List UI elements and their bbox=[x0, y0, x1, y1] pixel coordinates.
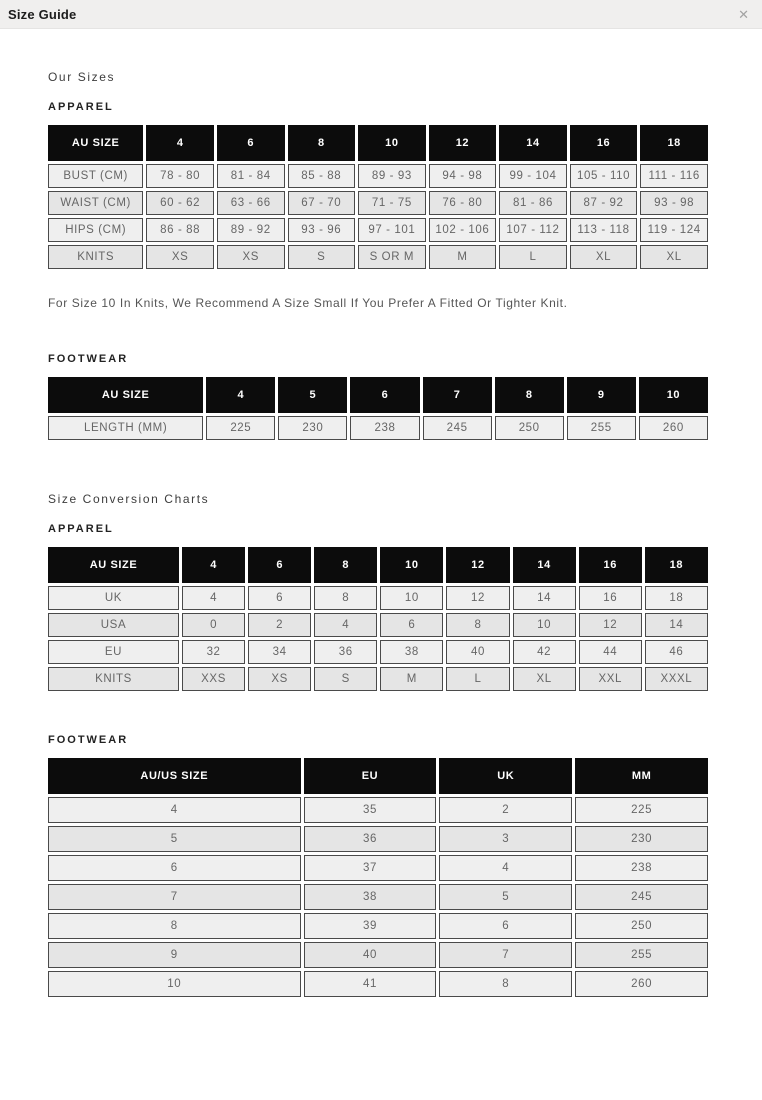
column-header: 8 bbox=[314, 547, 377, 583]
table-cell: 6 bbox=[48, 855, 301, 881]
table-cell: EU bbox=[48, 640, 179, 664]
column-header: 7 bbox=[423, 377, 492, 413]
table-cell: 225 bbox=[575, 797, 708, 823]
table-cell: 245 bbox=[423, 416, 492, 440]
table-cell: 5 bbox=[48, 826, 301, 852]
table-row bbox=[48, 191, 708, 215]
table-cell: 10 bbox=[513, 613, 576, 637]
table-cell: 89 - 93 bbox=[358, 164, 426, 188]
column-header: 10 bbox=[358, 125, 426, 161]
table-cell: 4 bbox=[182, 586, 245, 610]
table-cell: 14 bbox=[645, 613, 708, 637]
table-cell: 71 - 75 bbox=[358, 191, 426, 215]
table-cell: 41 bbox=[304, 971, 437, 997]
table-cell: 3 bbox=[439, 826, 572, 852]
table-header-row bbox=[48, 377, 708, 413]
table-cell: LENGTH (MM) bbox=[48, 416, 203, 440]
table-cell: 40 bbox=[446, 640, 509, 664]
table-cell: XXL bbox=[579, 667, 642, 691]
table-row bbox=[48, 416, 708, 440]
column-header: AU SIZE bbox=[48, 547, 179, 583]
column-header: 10 bbox=[639, 377, 708, 413]
table-cell: L bbox=[499, 245, 567, 269]
table-cell: 37 bbox=[304, 855, 437, 881]
table-cell: 119 - 124 bbox=[640, 218, 708, 242]
table-cell: 38 bbox=[304, 884, 437, 910]
column-header: 18 bbox=[645, 547, 708, 583]
close-icon[interactable]: ✕ bbox=[734, 6, 753, 23]
column-header: 6 bbox=[217, 125, 285, 161]
table-cell: 38 bbox=[380, 640, 443, 664]
column-header: 5 bbox=[278, 377, 347, 413]
table-cell: 4 bbox=[439, 855, 572, 881]
table-cell: 9 bbox=[48, 942, 301, 968]
table-cell: S bbox=[288, 245, 356, 269]
table-cell: 8 bbox=[314, 586, 377, 610]
table-cell: 102 - 106 bbox=[429, 218, 497, 242]
table-cell: 85 - 88 bbox=[288, 164, 356, 188]
column-header: 8 bbox=[288, 125, 356, 161]
table-cell: 97 - 101 bbox=[358, 218, 426, 242]
table-cell: 255 bbox=[575, 942, 708, 968]
column-header: 18 bbox=[640, 125, 708, 161]
table-cell: 18 bbox=[645, 586, 708, 610]
table-cell: 12 bbox=[579, 613, 642, 637]
table-cell: XXXL bbox=[645, 667, 708, 691]
table-cell: 94 - 98 bbox=[429, 164, 497, 188]
table-cell: 2 bbox=[439, 797, 572, 823]
table-header-row bbox=[48, 125, 708, 161]
column-header: 14 bbox=[513, 547, 576, 583]
apparel-subheading-1: APPAREL bbox=[48, 101, 114, 113]
table-cell: HIPS (CM) bbox=[48, 218, 143, 242]
table-row bbox=[48, 797, 708, 823]
table-cell: 8 bbox=[446, 613, 509, 637]
table-cell: 8 bbox=[439, 971, 572, 997]
column-header: MM bbox=[575, 758, 708, 794]
table-cell: 12 bbox=[446, 586, 509, 610]
column-header: 8 bbox=[495, 377, 564, 413]
table-cell: 8 bbox=[48, 913, 301, 939]
size-guide-content bbox=[0, 70, 762, 1000]
table-cell: 250 bbox=[575, 913, 708, 939]
column-header: 4 bbox=[206, 377, 275, 413]
table-row bbox=[48, 218, 708, 242]
table-cell: 40 bbox=[304, 942, 437, 968]
table-cell: BUST (CM) bbox=[48, 164, 143, 188]
table-cell: 238 bbox=[350, 416, 419, 440]
knits-note: For Size 10 In Knits, We Recommend A Size Small If You Prefer A Fitted Or Tighter Knit. bbox=[48, 296, 568, 310]
table-cell: 63 - 66 bbox=[217, 191, 285, 215]
table-cell: 86 - 88 bbox=[146, 218, 214, 242]
table-cell: 10 bbox=[48, 971, 301, 997]
table-cell: 260 bbox=[575, 971, 708, 997]
table-cell: 60 - 62 bbox=[146, 191, 214, 215]
table-cell: 81 - 86 bbox=[499, 191, 567, 215]
table-cell: 44 bbox=[579, 640, 642, 664]
table-row bbox=[48, 640, 708, 664]
table-cell: 81 - 84 bbox=[217, 164, 285, 188]
column-header: AU/US SIZE bbox=[48, 758, 301, 794]
table-cell: 111 - 116 bbox=[640, 164, 708, 188]
table-cell: KNITS bbox=[48, 667, 179, 691]
size-conversion-heading: Size Conversion Charts bbox=[48, 492, 210, 506]
table-cell: XXS bbox=[182, 667, 245, 691]
table-cell: 36 bbox=[314, 640, 377, 664]
column-header: 12 bbox=[446, 547, 509, 583]
column-header: UK bbox=[439, 758, 572, 794]
table-cell: 46 bbox=[645, 640, 708, 664]
table-cell: 10 bbox=[380, 586, 443, 610]
table-cell: 7 bbox=[48, 884, 301, 910]
table-cell: 14 bbox=[513, 586, 576, 610]
table-cell: 7 bbox=[439, 942, 572, 968]
table-cell: USA bbox=[48, 613, 179, 637]
table-cell: 35 bbox=[304, 797, 437, 823]
table-cell: 42 bbox=[513, 640, 576, 664]
table-cell: 36 bbox=[304, 826, 437, 852]
column-header: EU bbox=[304, 758, 437, 794]
table-cell: 250 bbox=[495, 416, 564, 440]
table-row bbox=[48, 586, 708, 610]
table-cell: XL bbox=[513, 667, 576, 691]
table-cell: S bbox=[314, 667, 377, 691]
conversion-apparel-table bbox=[45, 544, 711, 694]
column-header: AU SIZE bbox=[48, 125, 143, 161]
table-cell: 113 - 118 bbox=[570, 218, 638, 242]
table-cell: XS bbox=[248, 667, 311, 691]
table-cell: M bbox=[429, 245, 497, 269]
table-row bbox=[48, 164, 708, 188]
table-cell: 87 - 92 bbox=[570, 191, 638, 215]
table-cell: XL bbox=[640, 245, 708, 269]
table-cell: 0 bbox=[182, 613, 245, 637]
column-header: 6 bbox=[248, 547, 311, 583]
table-cell: KNITS bbox=[48, 245, 143, 269]
column-header: 4 bbox=[146, 125, 214, 161]
column-header: AU SIZE bbox=[48, 377, 203, 413]
table-row bbox=[48, 884, 708, 910]
table-row bbox=[48, 613, 708, 637]
table-cell: 76 - 80 bbox=[429, 191, 497, 215]
conversion-footwear-table bbox=[45, 755, 711, 1000]
table-cell: WAIST (CM) bbox=[48, 191, 143, 215]
column-header: 16 bbox=[579, 547, 642, 583]
column-header: 12 bbox=[429, 125, 497, 161]
table-cell: 6 bbox=[380, 613, 443, 637]
table-cell: 67 - 70 bbox=[288, 191, 356, 215]
table-row bbox=[48, 855, 708, 881]
table-cell: UK bbox=[48, 586, 179, 610]
table-cell: 230 bbox=[575, 826, 708, 852]
table-header-row bbox=[48, 547, 708, 583]
table-row bbox=[48, 942, 708, 968]
apparel-subheading-2: APPAREL bbox=[48, 523, 114, 535]
table-cell: 4 bbox=[314, 613, 377, 637]
table-cell: 225 bbox=[206, 416, 275, 440]
table-cell: 93 - 98 bbox=[640, 191, 708, 215]
column-header: 14 bbox=[499, 125, 567, 161]
table-row bbox=[48, 971, 708, 997]
table-cell: XL bbox=[570, 245, 638, 269]
column-header: 6 bbox=[350, 377, 419, 413]
table-cell: 4 bbox=[48, 797, 301, 823]
table-cell: 32 bbox=[182, 640, 245, 664]
table-cell: 2 bbox=[248, 613, 311, 637]
our-sizes-heading: Our Sizes bbox=[48, 70, 116, 84]
table-cell: L bbox=[446, 667, 509, 691]
table-cell: M bbox=[380, 667, 443, 691]
table-cell: XS bbox=[146, 245, 214, 269]
table-cell: 238 bbox=[575, 855, 708, 881]
table-cell: 6 bbox=[439, 913, 572, 939]
table-cell: 255 bbox=[567, 416, 636, 440]
column-header: 9 bbox=[567, 377, 636, 413]
table-row bbox=[48, 826, 708, 852]
table-cell: XS bbox=[217, 245, 285, 269]
size-guide-header-bar bbox=[0, 0, 762, 29]
table-cell: 5 bbox=[439, 884, 572, 910]
table-cell: 6 bbox=[248, 586, 311, 610]
table-cell: 16 bbox=[579, 586, 642, 610]
table-cell: S OR M bbox=[358, 245, 426, 269]
column-header: 16 bbox=[570, 125, 638, 161]
table-cell: 34 bbox=[248, 640, 311, 664]
table-row bbox=[48, 913, 708, 939]
table-header-row bbox=[48, 758, 708, 794]
table-cell: 230 bbox=[278, 416, 347, 440]
column-header: 10 bbox=[380, 547, 443, 583]
table-row bbox=[48, 667, 708, 691]
footwear-subheading-1: FOOTWEAR bbox=[48, 353, 129, 365]
table-row bbox=[48, 245, 708, 269]
table-cell: 105 - 110 bbox=[570, 164, 638, 188]
column-header: 4 bbox=[182, 547, 245, 583]
our-sizes-apparel-table bbox=[45, 122, 711, 272]
table-cell: 245 bbox=[575, 884, 708, 910]
table-cell: 89 - 92 bbox=[217, 218, 285, 242]
footwear-subheading-2: FOOTWEAR bbox=[48, 734, 129, 746]
our-sizes-footwear-table bbox=[45, 374, 711, 443]
table-cell: 99 - 104 bbox=[499, 164, 567, 188]
table-cell: 93 - 96 bbox=[288, 218, 356, 242]
table-cell: 260 bbox=[639, 416, 708, 440]
table-cell: 39 bbox=[304, 913, 437, 939]
page-title: Size Guide bbox=[8, 6, 77, 22]
table-cell: 78 - 80 bbox=[146, 164, 214, 188]
table-cell: 107 - 112 bbox=[499, 218, 567, 242]
